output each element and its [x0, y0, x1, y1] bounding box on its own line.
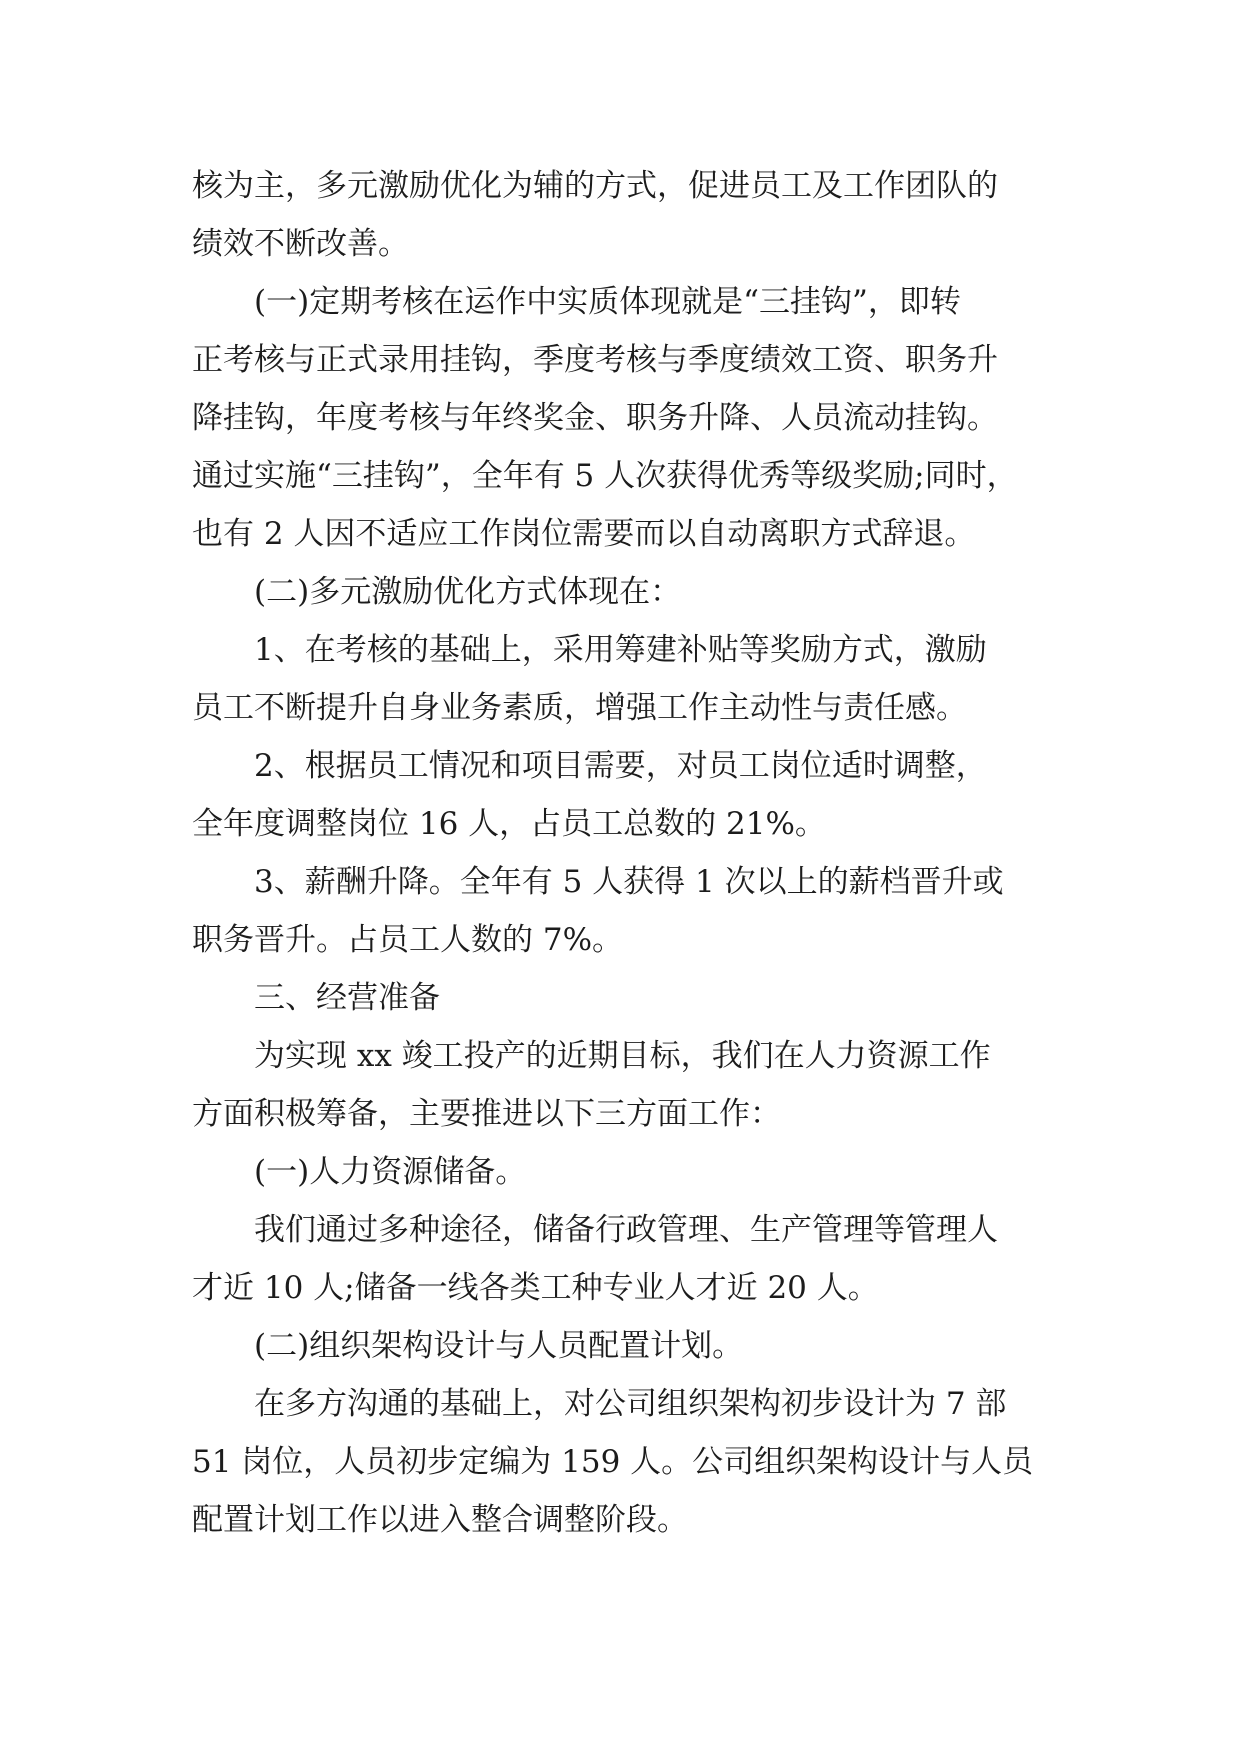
text-line-23: 51 岗位，人员初步定编为 159 人。公司组织架构设计与人员	[192, 1444, 1034, 1480]
text-line-13: 3、薪酬升降。全年有 5 人获得 1 次以上的薪档晋升或	[254, 864, 1004, 900]
text-line-9: 1、在考核的基础上，采用筹建补贴等奖励方式，激励	[254, 632, 987, 668]
text-line-21: (二)组织架构设计与人员配置计划。	[254, 1328, 744, 1364]
text-line-19: 我们通过多种途径，储备行政管理、生产管理等管理人	[254, 1212, 998, 1248]
text-line-18: (一)人力资源储备。	[254, 1154, 527, 1190]
text-line-24: 配置计划工作以进入整合调整阶段。	[192, 1502, 688, 1538]
text-line-5: 降挂钩，年度考核与年终奖金、职务升降、人员流动挂钩。	[192, 400, 998, 436]
text-line-2: 绩效不断改善。	[192, 226, 409, 262]
text-line-14: 职务晋升。占员工人数的 7%。	[192, 922, 624, 958]
text-line-7: 也有 2 人因不适应工作岗位需要而以自动离职方式辞退。	[192, 516, 976, 552]
text-line-6: 通过实施“三挂钩”，全年有 5 人次获得优秀等级奖励;同时，	[192, 458, 1018, 494]
text-line-15: 三、经营准备	[254, 980, 440, 1016]
text-line-16: 为实现 xx 竣工投产的近期目标，我们在人力资源工作	[254, 1038, 991, 1074]
text-line-8: (二)多元激励优化方式体现在：	[254, 574, 682, 610]
text-line-3: (一)定期考核在运作中实质体现就是“三挂钩”，即转	[254, 284, 961, 320]
text-line-12: 全年度调整岗位 16 人，占员工总数的 21%。	[192, 806, 826, 842]
text-line-17: 方面积极筹备，主要推进以下三方面工作：	[192, 1096, 781, 1132]
text-line-4: 正考核与正式录用挂钩，季度考核与季度绩效工资、职务升	[192, 342, 998, 378]
text-line-11: 2、根据员工情况和项目需要，对员工岗位适时调整，	[254, 748, 987, 784]
text-line-1: 核为主，多元激励优化为辅的方式，促进员工及工作团队的	[192, 168, 998, 204]
text-line-20: 才近 10 人;储备一线各类工种专业人才近 20 人。	[192, 1270, 879, 1306]
text-line-22: 在多方沟通的基础上，对公司组织架构初步设计为 7 部	[254, 1386, 1007, 1422]
text-line-10: 员工不断提升自身业务素质，增强工作主动性与责任感。	[192, 690, 967, 726]
